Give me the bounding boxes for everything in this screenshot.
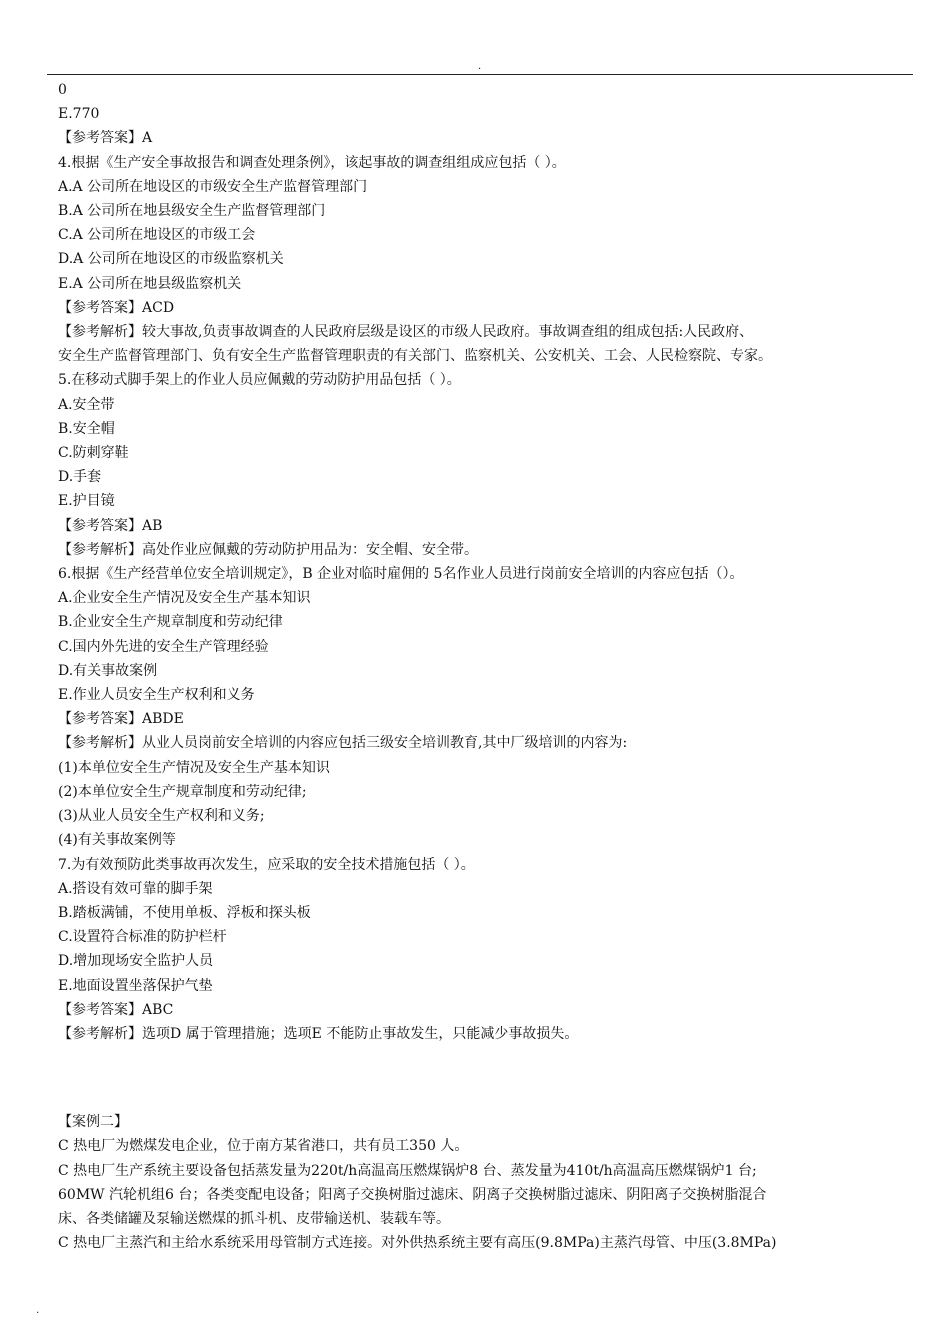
text-line: 【参考解析】选项D 属于管理措施；选项E 不能防止事故发生，只能减少事故损失。 xyxy=(58,1025,579,1042)
text-line: C.防刺穿鞋 xyxy=(58,445,129,462)
text-line: A.企业安全生产情况及安全生产基本知识 xyxy=(58,590,311,607)
text-line: 【参考答案】ABC xyxy=(58,1001,174,1018)
text-line: 4.根据《生产安全事故报告和调查处理条例》，该起事故的调查组组成应包括（ ）。 xyxy=(58,154,566,171)
text-line: B.企业安全生产规章制度和劳动纪律 xyxy=(58,614,283,631)
case-text-line: C 热电厂生产系统主要设备包括蒸发量为220t/h高温高压燃煤锅炉8 台、蒸发量为410t/h高温高压燃煤锅炉1 台; xyxy=(58,1162,757,1179)
section-gap xyxy=(58,1046,908,1110)
text-line: E.地面设置坐落保护气垫 xyxy=(58,977,213,994)
text-line: D.A 公司所在地设区的市级监察机关 xyxy=(58,251,284,268)
text-line: A.安全带 xyxy=(58,396,115,413)
case-text-line: 【案例二】 xyxy=(58,1114,128,1131)
text-line: 0 xyxy=(58,82,67,98)
header-dot: . xyxy=(478,61,482,72)
text-line: 【参考答案】A xyxy=(58,130,153,147)
text-line: E.护目镜 xyxy=(58,493,115,510)
text-line: 【参考解析】较大事故,负责事故调查的人民政府层级是设区的市级人民政府。事故调查组的组成包括:人民政府、 xyxy=(58,324,754,341)
text-line: C.设置符合标准的防护栏杆 xyxy=(58,929,227,946)
text-line: D.有关事故案例 xyxy=(58,662,158,679)
text-line: A.搭设有效可靠的脚手架 xyxy=(58,880,213,897)
text-line: B.A 公司所在地县级安全生产监督管理部门 xyxy=(58,203,326,220)
text-line: 【参考答案】AB xyxy=(58,517,163,534)
text-line: (3)从业人员安全生产权利和义务; xyxy=(58,808,265,825)
text-line: 5.在移动式脚手架上的作业人员应佩戴的劳动防护用品包括（ ）。 xyxy=(58,372,461,389)
case-text-line: C 热电厂为燃煤发电企业，位于南方某省港口，共有员工350 人。 xyxy=(58,1138,469,1155)
text-line: C.国内外先进的安全生产管理经验 xyxy=(58,638,269,655)
text-line: E.作业人员安全生产权利和义务 xyxy=(58,687,255,704)
text-line: E.A 公司所在地县级监察机关 xyxy=(58,275,242,292)
text-line: (1)本单位安全生产情况及安全生产基本知识 xyxy=(58,759,330,776)
header-rule xyxy=(47,74,913,75)
text-line: 【参考解析】从业人员岗前安全培训的内容应包括三级安全培训教育,其中厂级培训的内容为: xyxy=(58,735,628,752)
text-line: D.增加现场安全监护人员 xyxy=(58,953,214,970)
text-line: 【参考答案】ABDE xyxy=(58,711,184,728)
case-text-line: C 热电厂主蒸汽和主给水系统采用母管制方式连接。对外供热系统主要有高压(9.8MPa)主蒸汽母管、中压(3.8MPa) xyxy=(58,1235,777,1252)
footer-dot: . xyxy=(36,1305,40,1316)
text-line: (4)有关事故案例等 xyxy=(58,832,176,849)
case-text-line: 60MW 汽轮机组6 台；各类变配电设备；阳离子交换树脂过滤床、阴离子交换树脂过滤床、阴阳离子交换树脂混合 xyxy=(58,1186,767,1203)
text-line: A.A 公司所在地设区的市级安全生产监督管理部门 xyxy=(58,178,368,195)
case-text-line: 床、各类储罐及泵输送燃煤的抓斗机、皮带输送机、装载车等。 xyxy=(58,1210,450,1227)
text-line: E.770 xyxy=(58,106,100,123)
text-line: 【参考解析】高处作业应佩戴的劳动防护用品为：安全帽、安全带。 xyxy=(58,541,478,558)
exam-questions-section xyxy=(58,78,908,1046)
document-body xyxy=(58,78,908,1255)
text-line: 安全生产监督管理部门、负有安全生产监督管理职责的有关部门、监察机关、公安机关、工会、人民检察院、专家。 xyxy=(58,348,772,365)
text-line: (2)本单位安全生产规章制度和劳动纪律; xyxy=(58,783,307,800)
text-line: D.手套 xyxy=(58,469,102,486)
text-line: C.A 公司所在地设区的市级工会 xyxy=(58,227,256,244)
text-line: 【参考答案】ACD xyxy=(58,299,175,316)
text-line: 6.根据《生产经营单位安全培训规定》，B 企业对临时雇佣的 5名作业人员进行岗前安全培训的内容应包括（）。 xyxy=(58,566,744,583)
text-line: B.踏板满铺，不使用单板、浮板和探头板 xyxy=(58,904,311,921)
case-two-section xyxy=(58,1110,908,1255)
text-line: B.安全帽 xyxy=(58,420,115,437)
text-line: 7.为有效预防此类事故再次发生，应采取的安全技术措施包括（ ）。 xyxy=(58,856,475,873)
